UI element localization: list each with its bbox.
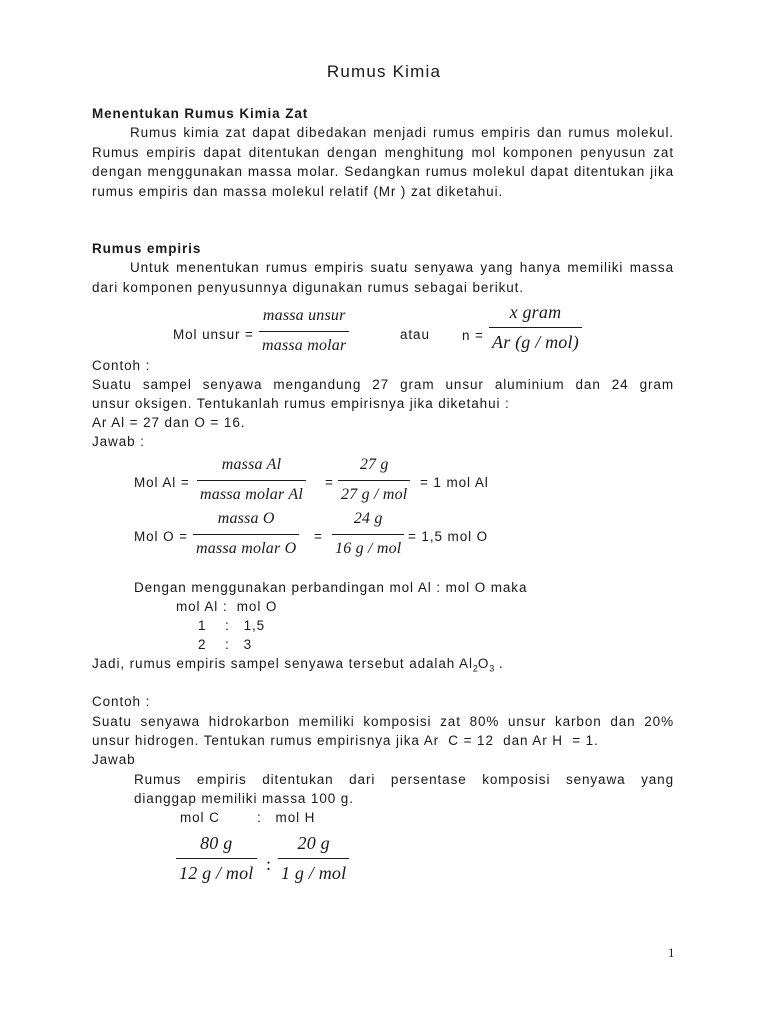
section-heading-rumus-kimia-zat: Menentukan Rumus Kimia Zat — [92, 106, 309, 121]
example-given: Ar Al = 27 dan O = 16. — [92, 415, 246, 430]
page-title: Rumus Kimia — [326, 62, 442, 81]
mol-al-label: Mol Al = — [134, 475, 190, 490]
fraction-bar — [193, 534, 299, 535]
answer-label: Jawab — [92, 752, 136, 767]
conclusion-prefix: Jadi, rumus empiris sampel senyawa tersebut adalah Al — [92, 656, 473, 671]
numerator: x gram — [509, 302, 562, 322]
fraction-bar — [278, 858, 349, 859]
page-number: 1 — [668, 945, 675, 960]
formula-mol-unsur-fraction — [259, 306, 349, 356]
example-problem-line: Suatu sampel senyawa mengandung 27 gram unsur aluminium dan 24 gram — [92, 377, 674, 392]
oxygen-symbol: O — [477, 656, 490, 671]
fraction-bar — [338, 480, 410, 481]
numerator: massa Al — [221, 456, 282, 473]
mol-al-result: = 1 mol Al — [420, 475, 489, 490]
numerator: 20 g — [297, 833, 330, 853]
mol-h-fraction — [278, 833, 349, 883]
numerator: massa unsur — [262, 307, 346, 324]
intro-paragraph: Rumus kimia zat dapat dibedakan menjadi rumus empiris dan rumus molekul. Rumus empiris dapat ditentukan dengan menghitung mol komponen penyusun zat dengan menggunakan massa molar. Sedangkan rumus molekul dapat ditentukan jika rumus empiris dan massa molekul relatif (Mr ) zat diketahui. — [92, 125, 674, 199]
denominator: Ar (g / mol) — [492, 332, 579, 352]
conclusion-text — [92, 654, 504, 679]
ratio-row: 2 : 3 — [198, 637, 253, 652]
equals-sign: = — [314, 529, 323, 544]
subscript: 2 — [472, 663, 478, 674]
mol-c-fraction — [176, 833, 257, 883]
fraction-bar — [489, 327, 582, 328]
answer-text-line: Rumus empiris ditentukan dari persentase komposisi senyawa yang — [134, 772, 674, 787]
denominator: 1 g / mol — [281, 863, 347, 883]
fraction-bar — [332, 534, 404, 535]
mol-o-result: = 1,5 mol O — [408, 529, 489, 544]
formula-mol-unsur-label: Mol unsur = — [173, 327, 254, 342]
fraction-bar — [197, 480, 306, 481]
example-label: Contoh : — [92, 694, 151, 709]
formula-n-label: n = — [462, 328, 484, 343]
formula-or-text: atau — [400, 327, 430, 342]
mol-ratio-header: mol C : mol H — [180, 810, 316, 825]
ratio-header: mol Al : mol O — [176, 599, 278, 614]
example-label: Contoh : — [92, 358, 151, 373]
answer-label: Jawab : — [92, 434, 145, 449]
conclusion-suffix: . — [494, 656, 504, 671]
ratio-row: 1 : 1,5 — [198, 618, 266, 633]
denominator: massa molar O — [196, 540, 297, 557]
mol-o-fraction-1 — [193, 509, 299, 559]
denominator: massa molar — [262, 337, 347, 354]
section-heading-rumus-empiris: Rumus empiris — [92, 241, 202, 256]
subscript: 3 — [489, 663, 495, 674]
example-problem-line: unsur oksigen. Tentukanlah rumus empirisnya jika diketahui : — [92, 396, 510, 411]
numerator: 24 g — [353, 510, 383, 527]
fraction-bar — [176, 858, 257, 859]
equals-sign: = — [325, 475, 334, 490]
answer-text-line: dianggap memiliki massa 100 g. — [134, 791, 354, 806]
empirical-paragraph: Untuk menentukan rumus empiris suatu senyawa yang hanya memiliki massa dari komponen penyusunnya digunakan rumus sebagai berikut. — [92, 260, 674, 295]
comparison-text: Dengan menggunakan perbandingan mol Al : mol O maka — [134, 580, 528, 595]
fraction-bar — [259, 331, 349, 332]
mol-al-fraction-2 — [338, 455, 410, 505]
numerator: 27 g — [359, 456, 389, 473]
denominator: 27 g / mol — [341, 486, 408, 503]
denominator: 16 g / mol — [335, 540, 402, 557]
example-problem-line: Suatu senyawa hidrokarbon memiliki komposisi zat 80% unsur karbon dan 20% — [92, 714, 674, 729]
mol-al-fraction-1 — [197, 455, 306, 505]
denominator: 12 g / mol — [179, 863, 254, 883]
numerator: 80 g — [200, 833, 233, 853]
numerator: massa O — [217, 510, 275, 527]
example-problem-line: unsur hidrogen. Tentukan rumus empirisnya jika Ar C = 12 dan Ar H = 1. — [92, 733, 599, 748]
denominator: massa molar Al — [200, 486, 303, 503]
mol-o-fraction-2 — [332, 509, 404, 559]
ratio-colon: : — [266, 854, 272, 874]
mol-o-label: Mol O = — [134, 529, 188, 544]
formula-n-fraction — [489, 302, 582, 352]
